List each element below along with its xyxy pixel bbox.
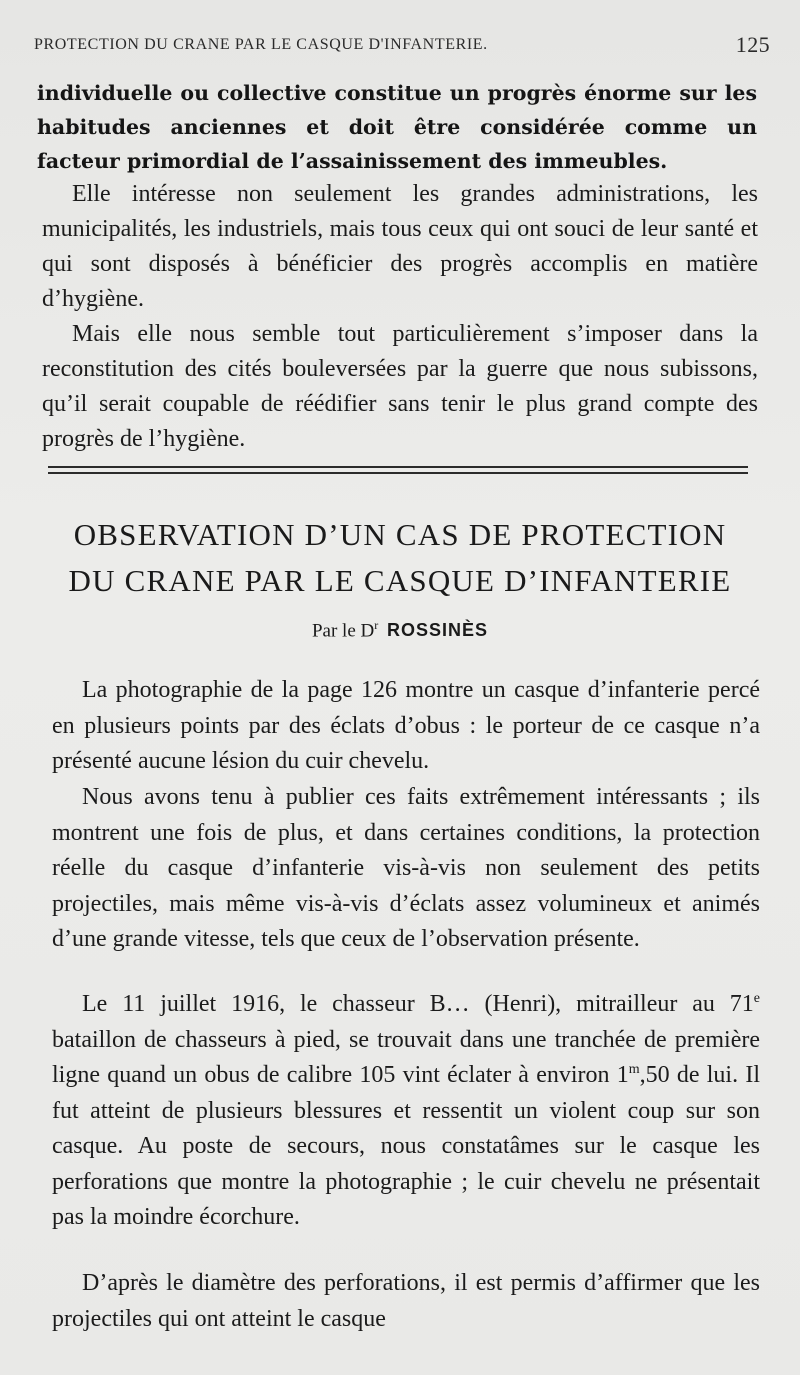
running-head-title: PROTECTION DU CRANE PAR LE CASQUE D'INFANTERIE. (34, 36, 488, 53)
divider-rule-bottom (48, 472, 748, 474)
article-paragraph-case (52, 987, 760, 1236)
byline (0, 618, 800, 642)
case-text-part-2: bataillon de chasseurs à pied, se trouvait dans une tranchée de première ligne quand un obus de calibre 105 vint éclater à environ 1 (52, 1026, 760, 1088)
article-paragraph-photograph: La photographie de la page 126 montre un casque d’infanterie percé en plusieurs points par des éclats d’obus : le porteur de ce casque n’a présenté aucune lésion du cuir chevelu. (52, 677, 760, 774)
author-name: ROSSINÈS (386, 620, 489, 641)
paragraph-administrations: Elle intéresse non seulement les grandes administrations, les municipalités, les industriels, mais tous ceux qui ont souci de leur santé et qui sont disposés à bénéficier des progrès accomplis en matière d’hygiène. (42, 181, 758, 312)
article-paragraph-publish: Nous avons tenu à publier ces faits extrêmement intéressants ; ils montrent une fois de plus, et dans certaines conditions, la protection réelle du casque d’infanterie vis-à-vis non seulement des petits projectiles, mais même vis-à-vis d’éclats assez volumineux et animés d’une grande vitesse, tels que ceux de l’observation présente. (52, 784, 760, 952)
case-text-part-1: Le 11 juillet 1916, le chasseur B… (Henri), mitrailleur au 71 (82, 991, 754, 1017)
section-divider (48, 466, 748, 476)
article-title-line-1: OBSERVATION D’UN CAS DE PROTECTION (73, 517, 727, 552)
running-head (34, 30, 770, 64)
byline-prefix: Par le D (311, 620, 375, 642)
article-title-line-2: DU CRANE PAR LE CASQUE D’INFANTERIE (68, 563, 732, 598)
divider-rule-top (48, 466, 748, 468)
bold-paragraph: individuelle ou collective constitue un progrès énorme sur les habitudes anciennes et doit être considérée comme un facteur primordial de l’assainissement des immeubles. (37, 81, 757, 173)
article-title (30, 512, 770, 604)
article-paragraph-diameter: D’après le diamètre des perforations, il est permis d’affirmer que les projectiles qui ont atteint le casque (52, 1270, 760, 1332)
byline-superscript: r (374, 618, 379, 632)
case-superscript-e: e (753, 991, 760, 1006)
case-text-part-3: ,50 de lui. Il fut atteint de plusieurs blessures et ressentit un violent coup sur son casque. Au poste de secours, nous constatâmes sur le casque les perforations que montre la photographie ; le cuir chevelu ne présentait pas la moindre écorchure. (52, 1062, 760, 1230)
page-number: 125 (735, 32, 770, 57)
case-superscript-m: m (628, 1062, 640, 1077)
paragraph-reconstitution: Mais elle nous semble tout particulièrement s’imposer dans la reconstitution des cités bouleversées par la guerre que nous subissons, qu’il serait coupable de réédifier sans tenir le plus grand compte des progrès de l’hygiène. (42, 321, 758, 452)
